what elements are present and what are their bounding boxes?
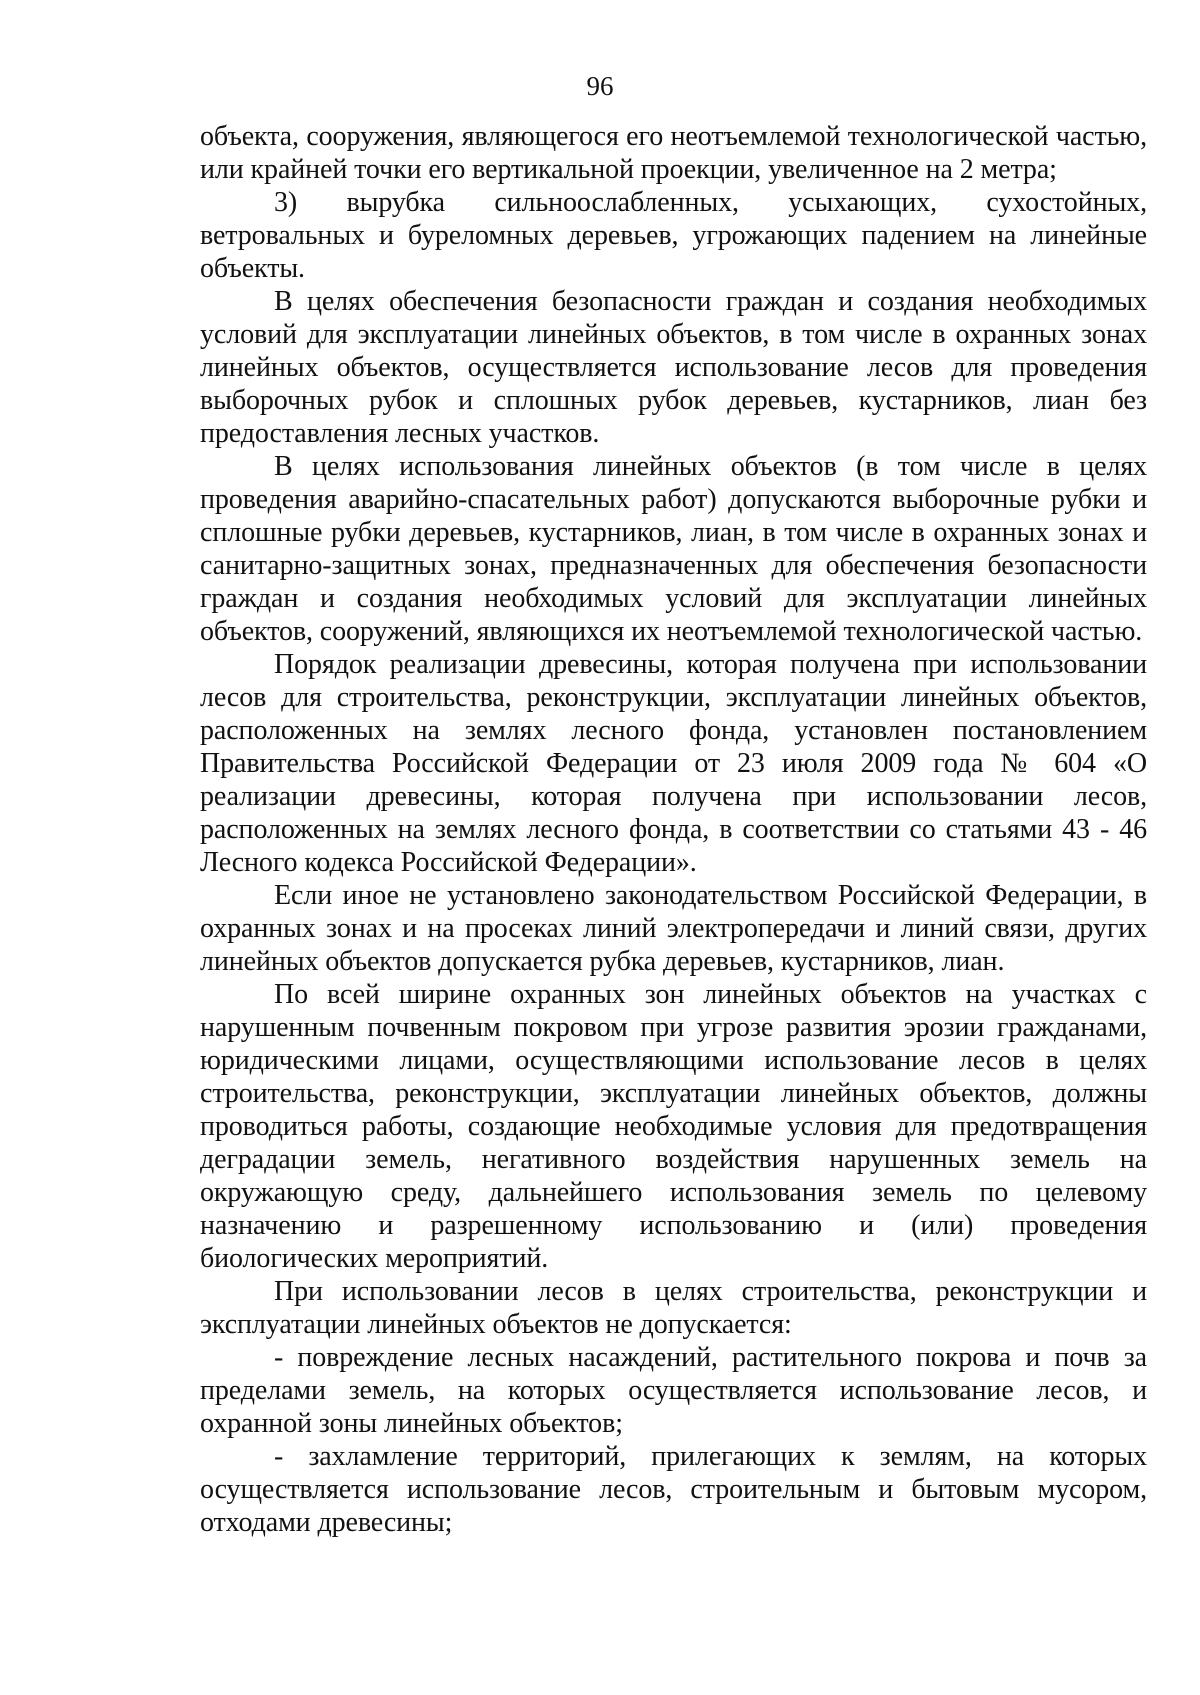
- paragraph-prohibitions-intro: При использовании лесов в целях строительства, реконструкции и эксплуатации линейных объектов не допускается:: [200, 1276, 1147, 1340]
- paragraph-timber-sale-order: Порядок реализации древесины, которая получена при использовании лесов для строительства, реконструкции, эксплуатации линейных объектов, расположенных на землях лесного фонда, установлен постановлением Правительства Российской Федерации от 23 июля 2009 года № 604 «О реализации древесины, которая получена при использовании лесов, расположенных на землях лесного фонда, в соответствии со статьями 43 - 46 Лесного кодекса Российской Федерации».: [200, 649, 1147, 878]
- paragraph-continuation: объекта, сооружения, являющегося его неотъемлемой технологической частью, или крайней точки его вертикальной проекции, увеличенное на 2 метра;: [200, 121, 1147, 185]
- paragraph-erosion-works: По всей ширине охранных зон линейных объектов на участках с нарушенным почвенным покровом при угрозе развития эрозии гражданами, юридическими лицами, осуществляющими использование лесов в целях строительства, реконструкции, эксплуатации линейных объектов, должны проводиться работы, создающие необходимые условия для предотвращения деградации земель, негативного воздействия нарушенных земель на окружающую среду, дальнейшего использования земель по целевому назначению и разрешенному использованию и (или) проведения биологических мероприятий.: [200, 979, 1147, 1274]
- paragraph-item-3: 3) вырубка сильноослабленных, усыхающих, сухостойных, ветровальных и буреломных деревьев, угрожающих падением на линейные объекты.: [200, 187, 1147, 284]
- paragraph-linear-objects-use: В целях использования линейных объектов (в том числе в целях проведения аварийно-спасательных работ) допускаются выборочные рубки и сплошные рубки деревьев, кустарников, лиан, в том числе в охранных зонах и санитарно-защитных зонах, предназначенных для обеспечения безопасности граждан и создания необходимых условий для эксплуатации линейных объектов, сооружений, являющихся их неотъемлемой технологической частью.: [200, 451, 1147, 647]
- paragraph-protected-zones: Если иное не установлено законодательством Российской Федерации, в охранных зонах и на просеках линий электропередачи и линий связи, других линейных объектов допускается рубка деревьев, кустарников, лиан.: [200, 880, 1147, 977]
- document-body: [200, 120, 1147, 1539]
- page-number: 96: [586, 71, 614, 101]
- list-item-damage: - повреждение лесных насаждений, растительного покрова и почв за пределами земель, на которых осуществляется использование лесов, и охранной зоны линейных объектов;: [200, 1342, 1147, 1439]
- list-item-littering: - захламление территорий, прилегающих к землям, на которых осуществляется использование лесов, строительным и бытовым мусором, отходами древесины;: [200, 1441, 1147, 1538]
- paragraph-safety: В целях обеспечения безопасности граждан и создания необходимых условий для эксплуатации линейных объектов, в том числе в охранных зонах линейных объектов, осуществляется использование лесов для проведения выборочных рубок и сплошных рубок деревьев, кустарников, лиан без предоставления лесных участков.: [200, 286, 1147, 449]
